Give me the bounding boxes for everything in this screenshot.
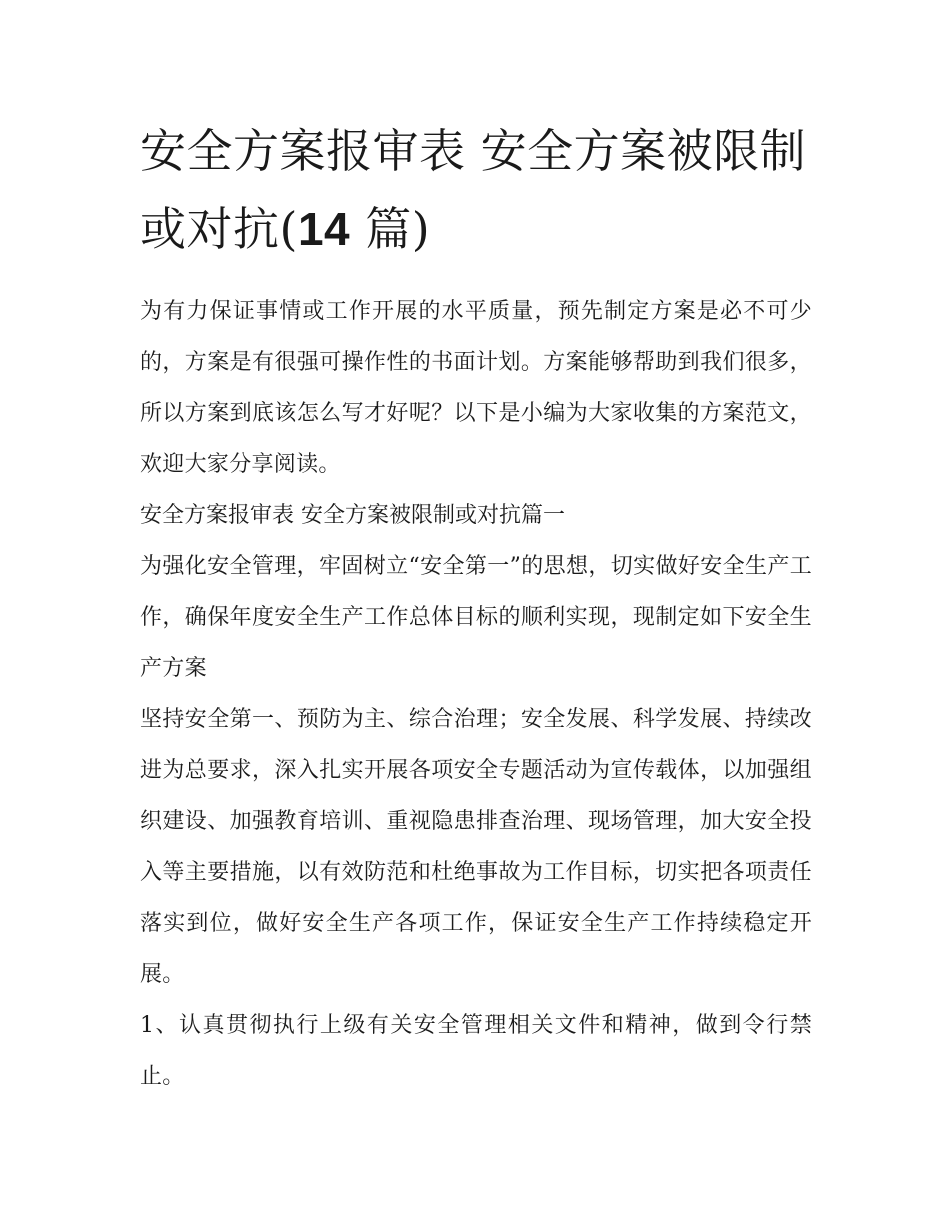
title-main: 安全方案报审表 安全方案被限制或对抗( [140,124,807,256]
intro-paragraph: 为有力保证事情或工作开展的水平质量，预先制定方案是必不可少的，方案是有很强可操作性的书面计划。方案能够帮助到我们很多，所以方案到底该怎么写才好呢？以下是小编为大家收集的方案范文，欢迎大家分享阅读。 [140,299,812,477]
purpose-paragraph: 为强化安全管理，牢固树立“安全第一”的思想，切实做好安全生产工作，确保年度安全生产工作总体目标的顺利实现，现制定如下安全生产方案 [140,554,812,681]
title-number: 14 [297,203,351,255]
principle-paragraph: 坚持安全第一、预防为主、综合治理；安全发展、科学发展、持续改进为总要求，深入扎实开展各项安全专题活动为宣传载体，以加强组织建设、加强教育培训、重视隐患排查治理、现场管理，加大安全投入等主要措施，以有效防范和杜绝事故为工作目标，切实把各项责任落实到位，做好安全生产各项工作，保证安全生产工作持续稳定开展。 [140,707,812,987]
title-tail: 篇) [350,202,431,256]
document-page [140,112,812,1102]
document-title [140,112,812,268]
section-heading: 安全方案报审表 安全方案被限制或对抗篇一 [140,503,565,528]
list-item-1: 1、认真贯彻执行上级有关安全管理相关文件和精神，做到令行禁止。 [140,1013,812,1089]
